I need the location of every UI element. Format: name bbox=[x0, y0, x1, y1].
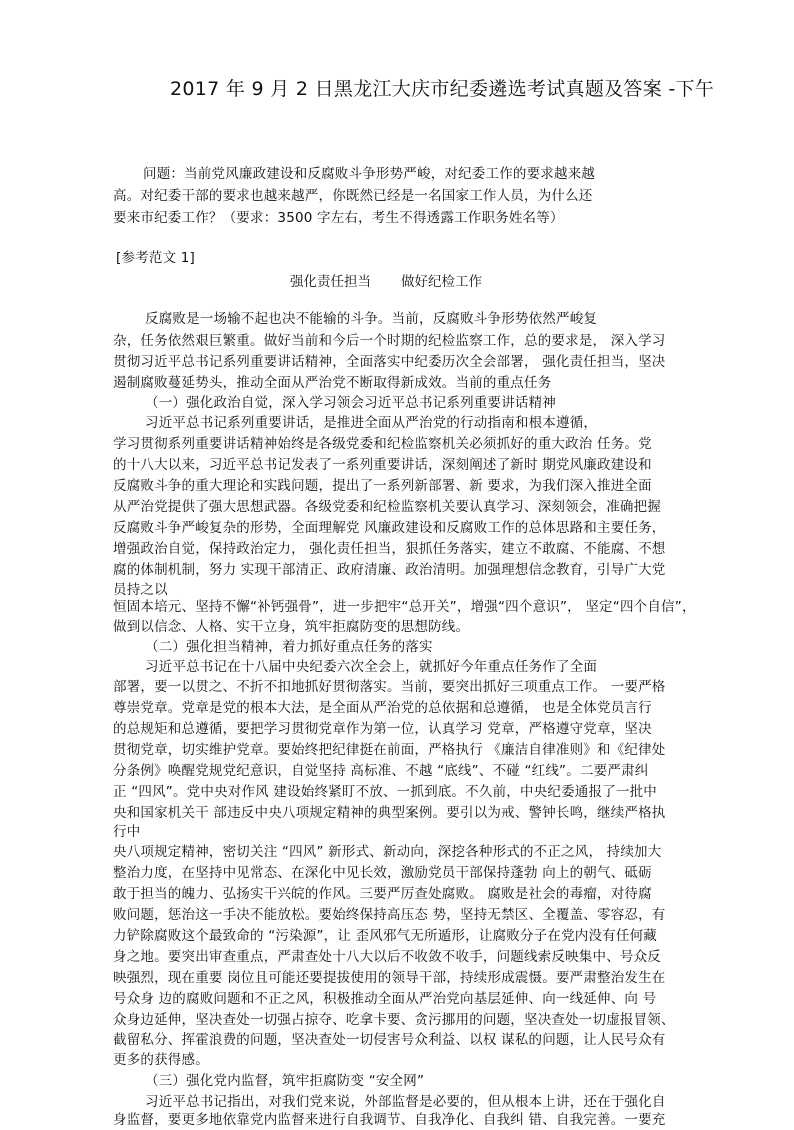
body-line: 遏制腐败蔓延势头，推动全面从严治党不断取得新成效。当前的重点任务 bbox=[113, 375, 552, 391]
body-line: 截留私分、挥霍浪费的问题，坚决查处一切侵害号众利益、以权 谋私的问题，让人民号众有 bbox=[113, 1032, 666, 1048]
body-line: 部署，要一以贯之、不折不扣地抓好贯彻落实。当前，要突出抓好三项重点工作。 一要严格 bbox=[113, 679, 666, 695]
body-line: 敢于担当的魄力、弘扬实干兴皖的作风。三要严厉查处腐败。 腐败是社会的毒瘤，对待腐 bbox=[113, 886, 652, 902]
question-line: 要来市纪委工作？（要求：3500 字左右，考生不得透露工作职务姓名等） bbox=[113, 210, 564, 226]
body-line: 行中 bbox=[113, 824, 141, 840]
body-line: 更多的获得感。 bbox=[113, 1052, 209, 1068]
essay-title-part-a: 强化责任担当 bbox=[290, 274, 371, 290]
body-line: 员持之以 bbox=[113, 582, 168, 598]
body-line: 众身边延伸，坚决查处一切强占掠夺、吃拿卡要、贪污挪用的问题，坚决查处一切虚报冒领、 bbox=[113, 1012, 675, 1028]
body-line: 尊崇党章。党章是党的根本大法，是全面从严治党的总依据和总遵循， 也是全体党员言行 bbox=[113, 700, 652, 716]
document-title: 2017 年 9 月 2 日黑龙江大庆市纪委遴选考试真题及答案 -下午 bbox=[170, 78, 715, 100]
body-line: 杂，任务依然艰巨繁重。做好当前和今后一个时期的纪检监察工作，总的要求是， 深入学习 bbox=[113, 333, 666, 349]
body-line: 号众身 边的腐败问题和不正之风，积极推动全面从严治党向基层延伸、向一线延伸、向 号 bbox=[113, 991, 657, 1007]
body-line: 映强烈，现在重要 岗位且可能还要提拔使用的领导干部，持续形成震慑。要严肃整治发生在 bbox=[113, 970, 666, 986]
body-line: 反腐败斗争的重大理论和实践问题，提出了一系列新部署、新 要求，为我们深入推进全面 bbox=[113, 478, 652, 494]
section-heading: （二）强化担当精神，着力抓好重点任务的落实 bbox=[145, 639, 433, 655]
body-line: 身监督，要更多地依靠党内监督来进行自我调节、自我净化、自我纠 错、自我完善。一要充 bbox=[113, 1112, 666, 1128]
body-line: 反腐败斗争严峻复杂的形势，全面理解党 风廉政建设和反腐败工作的总体思路和主要任务， bbox=[113, 520, 666, 536]
body-line: 央八项规定精神，密切关注 “四风” 新形式、新动向，深挖各种形式的不正之风， 持续加大 bbox=[113, 844, 662, 860]
body-line: 做到以信念、人格、实干立身，筑牢拒腐防变的思想防线。 bbox=[113, 619, 470, 635]
body-line: 增强政治自觉，保持政治定力， 强化责任担当，狠抓任务落实，建立不敢腐、不能腐、不想 bbox=[113, 541, 666, 557]
body-line: 央和国家机关干 部违反中央八项规定精神的典型案例。要引以为戒、警钟长鸣，继续严格执 bbox=[113, 805, 666, 821]
body-line: 败问题，惩治这一手决不能放松。要始终保持高压态 势，坚持无禁区、全覆盖、零容忍，有 bbox=[113, 907, 666, 923]
body-line: 的十八大以来，习近平总书记发表了一系列重要讲话，深刻阐述了新时 期党风廉政建设和 bbox=[113, 457, 652, 473]
body-line: 从严治党提供了强大思想武器。各级党委和纪检监察机关要认真学习、深刻领会，准确把握 bbox=[113, 499, 661, 515]
body-line: 力铲除腐败这个最致命的 “污染源”，让 歪风邪气无所遁形，让腐败分子在党内没有任何藏 bbox=[113, 928, 657, 944]
question-line: 高。对纪委干部的要求也越来越严，你既然已经是一名国家工作人员，为什么还 bbox=[113, 188, 593, 204]
section-heading: （一）强化政治自觉，深入学习领会习近平总书记系列重要讲话精神 bbox=[145, 395, 556, 411]
body-line: 学习贯彻系列重要讲话精神始终是各级党委和纪检监察机关必须抓好的重大政治 任务。党 bbox=[113, 436, 652, 452]
reference-label: [参考范文 1] bbox=[116, 250, 196, 266]
question-line: 问题：当前党风廉政建设和反腐败斗争形势严峻，对纪委工作的要求越来越 bbox=[143, 166, 596, 182]
body-line: 的总规矩和总遵循，要把学习贯彻党章作为第一位，认真学习 党章，严格遵守党章，坚决 bbox=[113, 721, 652, 737]
body-line: 身之地。要突出审查重点，严肃查处十八大以后不收敛不收手，问题线索反映集中、号众反 bbox=[113, 949, 661, 965]
essay-title bbox=[290, 270, 482, 290]
essay-title-part-b: 做好纪检工作 bbox=[401, 274, 482, 290]
body-line: 习近平总书记指出，对我们党来说，外部监督是必要的，但从根本上讲，还在于强化自 bbox=[145, 1094, 666, 1110]
body-line: 腐的体制机制，努力 实现干部清正、政府清廉、政治清明。加强理想信念教育，引导广大党 bbox=[113, 562, 666, 578]
body-line: 分条例》唤醒党规党纪意识，自觉坚持 高标准、不越 “底线”、不碰 “红线”。二要严肃纠 bbox=[113, 763, 649, 779]
body-line: 反腐败是一场输不起也决不能输的斗争。当前，反腐败斗争形势依然严峻复 bbox=[145, 311, 598, 327]
body-line: 习近平总书记系列重要讲话，是推进全面从严治党的行动指南和根本遵循， bbox=[145, 415, 598, 431]
body-line: 正 “四风”。党中央对作风 建设始终紧盯不放、一抓到底。不久前，中央纪委通报了一批中 bbox=[113, 784, 657, 800]
body-line: 贯彻习近平总书记系列重要讲话精神，全面落实中纪委历次全会部署， 强化责任担当，坚决 bbox=[113, 354, 666, 370]
body-line: 习近平总书记在十八届中央纪委六次全会上，就抓好今年重点任务作了全面 bbox=[145, 659, 598, 675]
body-line: 恒固本培元、坚持不懈“补钙强骨”，进一步把牢“总开关”，增强“四个意识”， 坚定“四个自信”， bbox=[113, 599, 696, 615]
body-line: 整治力度，在坚持中见常态、在深化中见长效，激励党员干部保持蓬勃 向上的朝气、砥砺 bbox=[113, 865, 652, 881]
body-line: 贯彻党章，切实维护党章。要始终把纪律挺在前面，严格执行 《廉洁自律准则》和《纪律处 bbox=[113, 742, 666, 758]
section-heading: （三）强化党内监督，筑牢拒腐防变 “安全网” bbox=[145, 1073, 425, 1089]
